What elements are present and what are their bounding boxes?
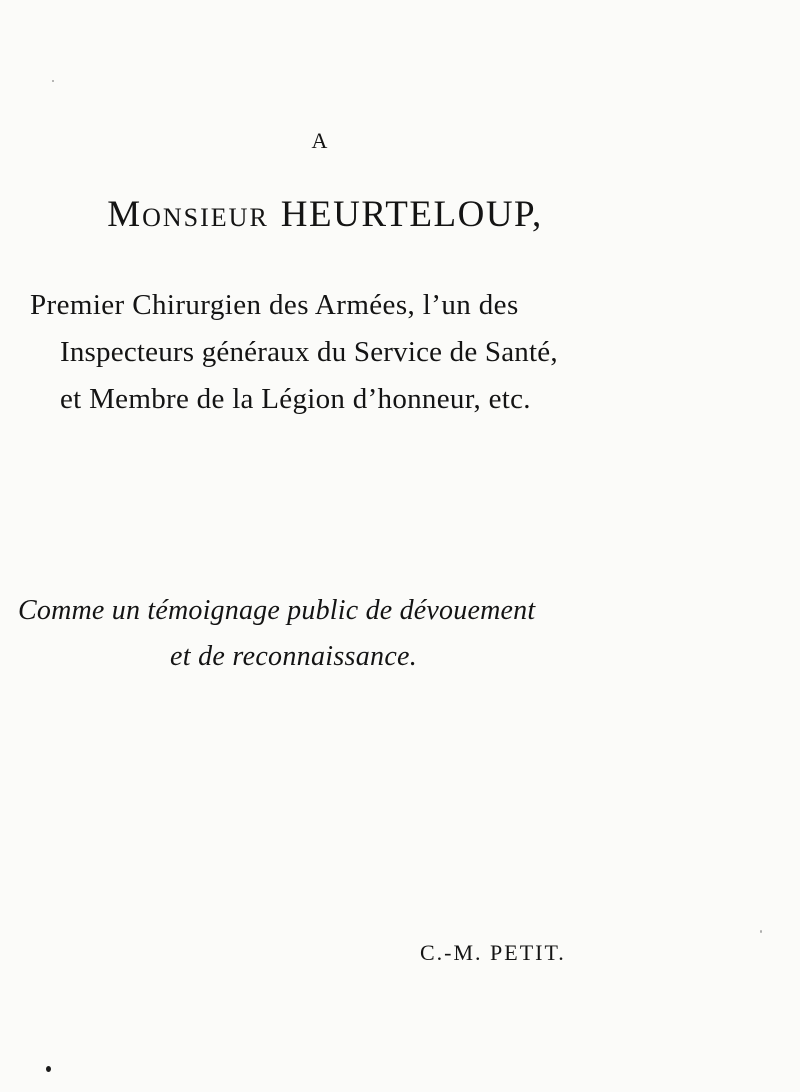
addressee-titles xyxy=(30,282,630,423)
addressee-honorific: Monsieur xyxy=(107,194,269,235)
paper-speck xyxy=(52,80,54,82)
author-signature: C.-M. PETIT. xyxy=(420,940,566,965)
addressee-heading xyxy=(0,193,650,237)
paper-speck xyxy=(760,930,762,933)
tribute-line: et de reconnaissance. xyxy=(170,641,418,672)
tribute-text xyxy=(18,588,638,680)
addressee-surname: HEURTELOUP, xyxy=(280,194,543,235)
dedication-a: A xyxy=(311,128,329,153)
titles-line: et Membre de la Légion d’honneur, etc. xyxy=(60,383,531,415)
titles-line: Premier Chirurgien des Armées, l’un des xyxy=(30,289,519,321)
titles-line: Inspecteurs généraux du Service de Santé, xyxy=(60,336,558,368)
paper-speck xyxy=(46,1066,51,1072)
tribute-line: Comme un témoignage public de dévouement xyxy=(18,595,536,626)
